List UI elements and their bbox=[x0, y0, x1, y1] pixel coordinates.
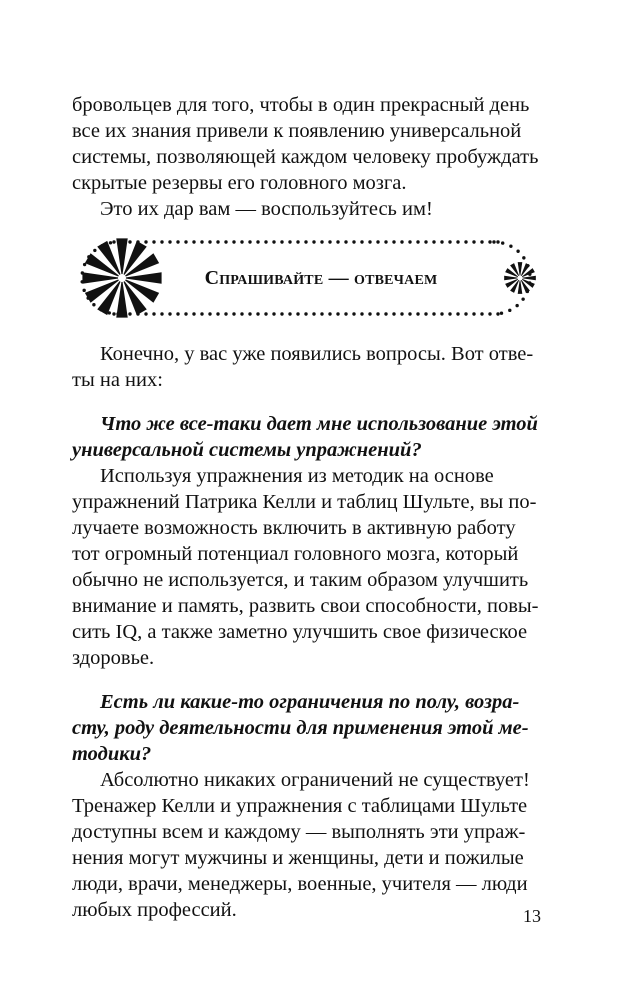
qa-body bbox=[72, 341, 541, 923]
intro-paragraph bbox=[72, 92, 541, 222]
text-line: ты на них: bbox=[72, 369, 163, 391]
section-title: Спрашивайте — отвечаем bbox=[204, 266, 438, 289]
text-line: упражнений Патрика Келли и таблиц Шульте, вы по- bbox=[72, 491, 537, 513]
lead-paragraph bbox=[72, 341, 541, 393]
question-heading bbox=[72, 411, 541, 463]
answer-paragraph bbox=[72, 463, 541, 671]
text-line: обычно не используется, и таким образом улучшить bbox=[72, 569, 529, 591]
text-line: нения могут мужчины и женщины, дети и пожилые bbox=[72, 847, 524, 869]
text-line: тот огромный потенциал головного мозга, который bbox=[72, 543, 519, 565]
question-line: универсальной системы упражнений? bbox=[72, 439, 422, 461]
answer-paragraph bbox=[72, 767, 541, 923]
text-line: внимание и память, развить свои способности, повы- bbox=[72, 595, 539, 617]
text-line: люди, врачи, менеджеры, военные, учителя — люди bbox=[72, 873, 528, 895]
text-line: сить IQ, а также заметно улучшить свое физическое bbox=[72, 621, 528, 643]
text-line: здоровье. bbox=[72, 647, 155, 669]
question-line: Есть ли какие-то ограничения по полу, возра- bbox=[100, 691, 520, 713]
question-line: сту, роду деятельности для применения этой ме- bbox=[72, 717, 529, 739]
page-number: 13 bbox=[523, 906, 541, 926]
text-line: Конечно, у вас уже появились вопросы. Вот отве- bbox=[100, 343, 534, 365]
text-line: любых профессий. bbox=[72, 899, 237, 921]
text-line: Используя упражнения из методик на основе bbox=[100, 465, 494, 487]
text-line: все их знания привели к появлению универсальной bbox=[72, 120, 522, 142]
text-line: скрытые резервы его головного мозга. bbox=[72, 172, 407, 194]
closing-line: Это их дар вам — воспользуйтесь им! bbox=[100, 198, 433, 220]
text-line: системы, позволяющей каждом человеку пробуждать bbox=[72, 146, 539, 168]
text-line: Тренажер Келли и упражнения с таблицами Шульте bbox=[72, 795, 528, 817]
page-body bbox=[72, 92, 541, 222]
question-line: Что же все-таки дает мне использование этой bbox=[100, 413, 538, 435]
text-line: лучаете возможность включить в активную работу bbox=[72, 517, 516, 539]
section-banner bbox=[70, 238, 542, 318]
text-line: Абсолютно никаких ограничений не существует! bbox=[100, 769, 530, 791]
sunburst-icon-right bbox=[504, 262, 536, 294]
text-line: доступны всем и каждому — выполнять эти упраж- bbox=[72, 821, 526, 843]
question-line: тодики? bbox=[72, 743, 152, 765]
text-line: бровольцев для того, чтобы в один прекрасный день bbox=[72, 94, 530, 116]
question-heading bbox=[72, 689, 541, 767]
